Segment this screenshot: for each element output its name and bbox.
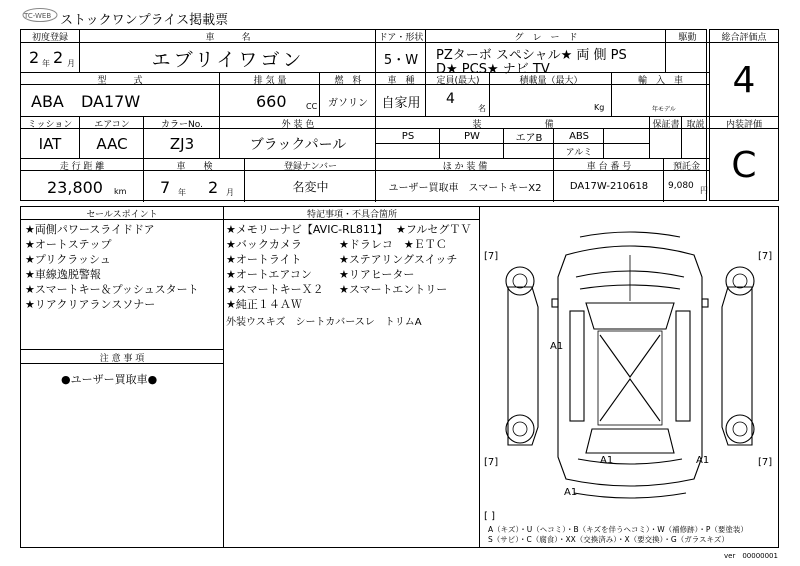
damage-mark: A1 [564,487,578,498]
equipment-cell [603,128,650,144]
list-item: 外装ウスキズ シートカバースレ トリムA [226,317,422,328]
label-manual: 取説 [681,116,709,129]
list-item: ★ドラレコ ★ＥＴＣ [339,238,447,251]
list-item: ★オートステップ [25,238,112,251]
equipment-cell: エアB [503,128,554,144]
label-deposit: 預託金 [663,158,709,171]
other-equipment-value: ユーザー買取車 スマートキーX2 [375,170,554,202]
equipment-cell: ABS [553,128,604,144]
sales-points-list [21,219,223,350]
label-other-equipment: ほ か 装 備 [375,158,554,171]
tc-web-logo [18,6,58,24]
list-item: ★スマートエントリー [339,283,448,296]
cautions-list [21,363,223,548]
equipment-cell [503,143,554,159]
spec-table [20,29,707,201]
door-shape-value: 5・W [375,42,426,73]
damage-mark: A1 [550,341,564,352]
label-import: 輸 入 車 [611,72,709,85]
label-exterior-color: 外 装 色 [219,116,376,129]
equipment-cell: PW [439,128,504,144]
fuel-value: ガソリン [319,84,376,117]
label-car-name: 車 名 [79,30,376,42]
displacement-value: 660 CC [219,84,320,117]
car-diagram-icon [480,207,780,547]
exterior-color-value: ブラックパール [219,128,376,159]
label-chassis-no: 車 台 番 号 [553,158,664,171]
label-warranty: 保証書 [649,116,682,129]
color-no-value: ZJ3 [143,128,220,159]
version-label: ver 00000001 [724,552,778,560]
model-value: ABA DA17W [21,84,219,117]
legend-line: S（サビ）・C（腐食）・XX（交換済み）・X（要交換）・G（ガラスキズ） [488,535,729,544]
label-drive: 駆動 [665,30,709,42]
first-reg-value: 2 年 2 月 [21,42,79,73]
special-notes-list [223,219,480,548]
list-item: ★プリクラッシュ [25,253,111,266]
chassis-no-value: DA17W-210618 [553,170,664,202]
damage-diagram [479,207,780,547]
label-grade: グ レ ー ド [425,30,666,42]
legend-line: A（キズ）・U（ヘコミ）・B（キズを伴うヘコミ）・W（補修跡）・P（要塗装） [488,525,748,534]
damage-mark: A1 [600,455,614,466]
list-item: ★ステアリングスイッチ [339,253,458,266]
list-item: ★フルセグＴＶ [396,223,472,236]
list-item: ★車線逸脱警報 [25,268,101,281]
damage-mark: [7] [758,251,773,262]
import-value: 年モデル [611,84,709,117]
list-item: ★スマートキー＆プッシュスタート [25,283,199,296]
damage-mark: [ ] [484,511,495,522]
svg-text:TC-WEB: TC-WEB [24,12,52,20]
list-item: ★オートエアコン [226,268,312,281]
lower-section [20,206,779,548]
label-overall-score: 総合評価点 [721,32,767,43]
manual-value [681,128,709,159]
label-fuel: 燃 料 [319,72,376,85]
car-name-value: エブリイワゴン [79,42,376,73]
list-item: ●ユーザー買取車● [61,373,158,386]
damage-mark: [7] [484,251,499,262]
label-displacement: 排 気 量 [219,72,320,85]
label-color-no: カラーNo. [143,116,220,129]
damage-mark: [7] [484,457,499,468]
label-mileage: 走 行 距 離 [21,158,143,171]
aircon-value: AAC [79,128,144,159]
mileage-value: 23,800 km [21,170,143,202]
score-panel [709,29,779,201]
overall-score-value: 4 [710,42,778,117]
grade-value: PZターボ スペシャル★ 両 側 PS D★ PCS★ ナビ TV [425,42,666,73]
label-special-notes: 特記事項・不具合箇所 [223,207,480,219]
equipment-cell: アルミ [553,143,604,159]
deposit-value: 9,080 円 [663,170,709,202]
label-door-shape: ドア・形状 [375,30,426,42]
list-item: ★両側パワースライドドア [25,223,155,236]
equipment-cell: PS [375,128,440,144]
label-aircon: エアコン [79,116,144,129]
list-item: ★リアヒーター [339,268,415,281]
list-item: ★純正１４ＡＷ [226,298,302,311]
list-item: ★オートライト [226,253,302,266]
label-car-type: 車 種 [375,72,426,85]
reg-plate-value: 名変中 [244,170,376,202]
label-inspection: 車 検 [143,158,245,171]
car-type-value: 自家用 [375,84,426,117]
list-item: ★バックカメラ [226,238,302,251]
label-first-reg: 初度登録 [31,32,68,43]
label-model: 型 式 [21,72,219,85]
load-value: Kg [489,84,612,117]
inspection-value: 7 年 2 月 [143,170,245,202]
equipment-cell [603,143,650,159]
label-equipment: 装 備 [375,116,650,129]
list-item: ★スマートキーＸ２ [226,283,324,296]
label-load: 積載量（最大） [489,72,612,85]
damage-mark: [7] [758,457,773,468]
label-mission: ミッション [21,116,79,129]
label-interior-score: 内装評価 [710,116,778,129]
equipment-cell [375,143,440,159]
label-capacity: 定員(最大) [425,72,490,85]
page-title: ストックワンプライス掲載票 [60,13,229,28]
warranty-value [649,128,682,159]
list-item: ★リアクリアランスソナー [25,298,156,311]
interior-score-value: C [710,128,778,201]
label-reg-plate: 登録ナンバー [244,158,376,171]
damage-mark: A1 [696,455,710,466]
drive-value [665,42,709,73]
capacity-value: 4 名 [425,84,490,117]
label-sales-points: セールスポイント [86,209,158,220]
list-item: ★メモリーナビ【AVIC-RL811】 [226,223,388,236]
label-cautions: 注 意 事 項 [21,349,223,364]
mission-value: IAT [21,128,79,159]
equipment-cell [439,143,504,159]
